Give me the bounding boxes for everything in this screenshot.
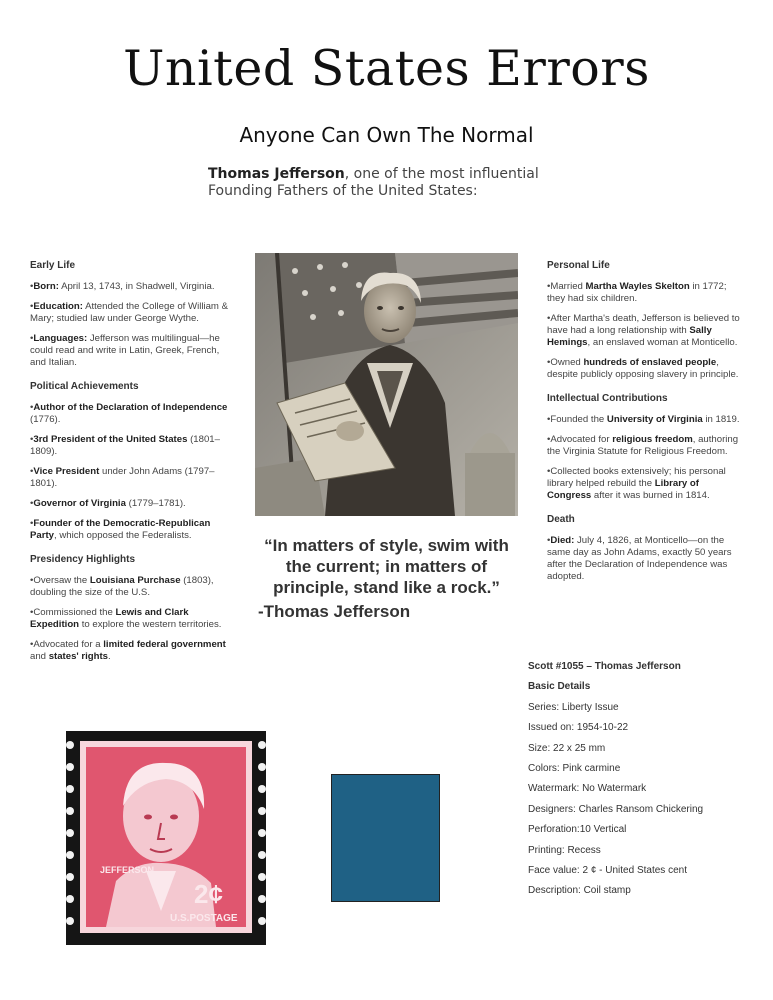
detail-size: Size: 22 x 25 mm <box>528 742 606 754</box>
list-item: •Founder of the Democratic-Republican Party, which opposed the Federalists. <box>30 518 211 541</box>
list-item: •Advocated for religious freedom, authoring the Virginia Statute for Religious Freedom. <box>547 434 739 457</box>
list-item: •Languages: Jefferson was multilingual—he could read and write in Latin, Greek, French, and Italian. <box>30 333 220 368</box>
section-heading-political: Political Achievements <box>30 381 139 392</box>
section-heading-intellectual: Intellectual Contributions <box>547 393 668 404</box>
stamp-denomination: 2¢ <box>194 879 223 909</box>
list-item: •Author of the Declaration of Independence (1776). <box>30 402 228 425</box>
list-item: •Founded the University of Virginia in 1819. <box>547 414 740 425</box>
section-heading-personal: Personal Life <box>547 260 610 271</box>
stamp-image <box>66 731 266 945</box>
quote-text: “In matters of style, swim with the current; in matters of principle, stand like a rock.” <box>264 536 509 597</box>
detail-printing: Printing: Recess <box>528 844 601 856</box>
intro-line1: , one of the most influential <box>344 166 539 182</box>
list-item: •Collected books extensively; his personal library helped rebuild the Library of Congress after it was burned in 1814. <box>547 466 726 501</box>
list-item: •Vice President under John Adams (1797–1801). <box>30 466 215 489</box>
list-item: •Education: Attended the College of William & Mary; studied law under George Wythe. <box>30 301 228 324</box>
section-heading-early-life: Early Life <box>30 260 76 271</box>
color-swatch <box>331 774 440 902</box>
intro-line2: Founding Fathers of the United States: <box>208 183 478 199</box>
detail-description: Description: Coil stamp <box>528 885 631 897</box>
right-column <box>547 260 743 591</box>
detail-issued: Issued on: 1954-10-22 <box>528 722 629 734</box>
section-heading-death: Death <box>547 514 575 525</box>
detail-designers: Designers: Charles Ransom Chickering <box>528 803 704 815</box>
list-item: •Advocated for a limited federal government and states' rights. <box>30 639 226 662</box>
left-column <box>30 260 230 671</box>
detail-colors: Colors: Pink carmine <box>528 762 621 774</box>
list-item: •Born: April 13, 1743, in Shadwell, Virginia. <box>30 281 215 292</box>
list-item: •3rd President of the United States (1801–1809). <box>30 434 220 457</box>
list-item: •Owned hundreds of enslaved people, despite publicly opposing slavery in principle. <box>547 357 739 380</box>
stamp-details <box>528 660 758 905</box>
detail-perforation: Perforation:10 Vertical <box>528 824 627 836</box>
list-item: •Married Martha Wayles Skelton in 1772; they had six children. <box>547 281 727 304</box>
list-item: •After Martha's death, Jefferson is believed to have had a long relationship with Sally Hemings, an enslaved woman at Monticello. <box>547 313 740 348</box>
detail-watermark: Watermark: No Watermark <box>528 783 647 795</box>
page-subtitle: Anyone Can Own The Normal <box>239 123 534 147</box>
detail-face-value: Face value: 2 ¢ - United States cent <box>528 864 687 876</box>
intro-name: Thomas Jefferson <box>208 166 345 182</box>
basic-details-heading: Basic Details <box>528 681 591 693</box>
detail-series: Series: Liberty Issue <box>528 701 619 713</box>
list-item: •Commissioned the Lewis and Clark Expedition to explore the western territories. <box>30 607 222 630</box>
stamp-name-label: JEFFERSON <box>100 865 155 875</box>
jefferson-portrait-image <box>255 253 518 516</box>
list-item: •Governor of Virginia (1779–1781). <box>30 498 186 509</box>
stamp-details-title: Scott #1055 – Thomas Jefferson <box>528 661 681 672</box>
section-heading-presidency: Presidency Highlights <box>30 554 136 565</box>
list-item: •Oversaw the Louisiana Purchase (1803), doubling the size of the U.S. <box>30 575 214 598</box>
page-title: United States Errors <box>123 40 650 97</box>
stamp-postage-label: U.S.POSTAGE <box>170 913 238 924</box>
quote-author: -Thomas Jefferson <box>258 602 411 621</box>
list-item: •Died: July 4, 1826, at Monticello—on the same day as John Adams, exactly 50 years after the Declaration of Independence was adopted. <box>547 535 732 582</box>
intro-text <box>208 166 548 200</box>
